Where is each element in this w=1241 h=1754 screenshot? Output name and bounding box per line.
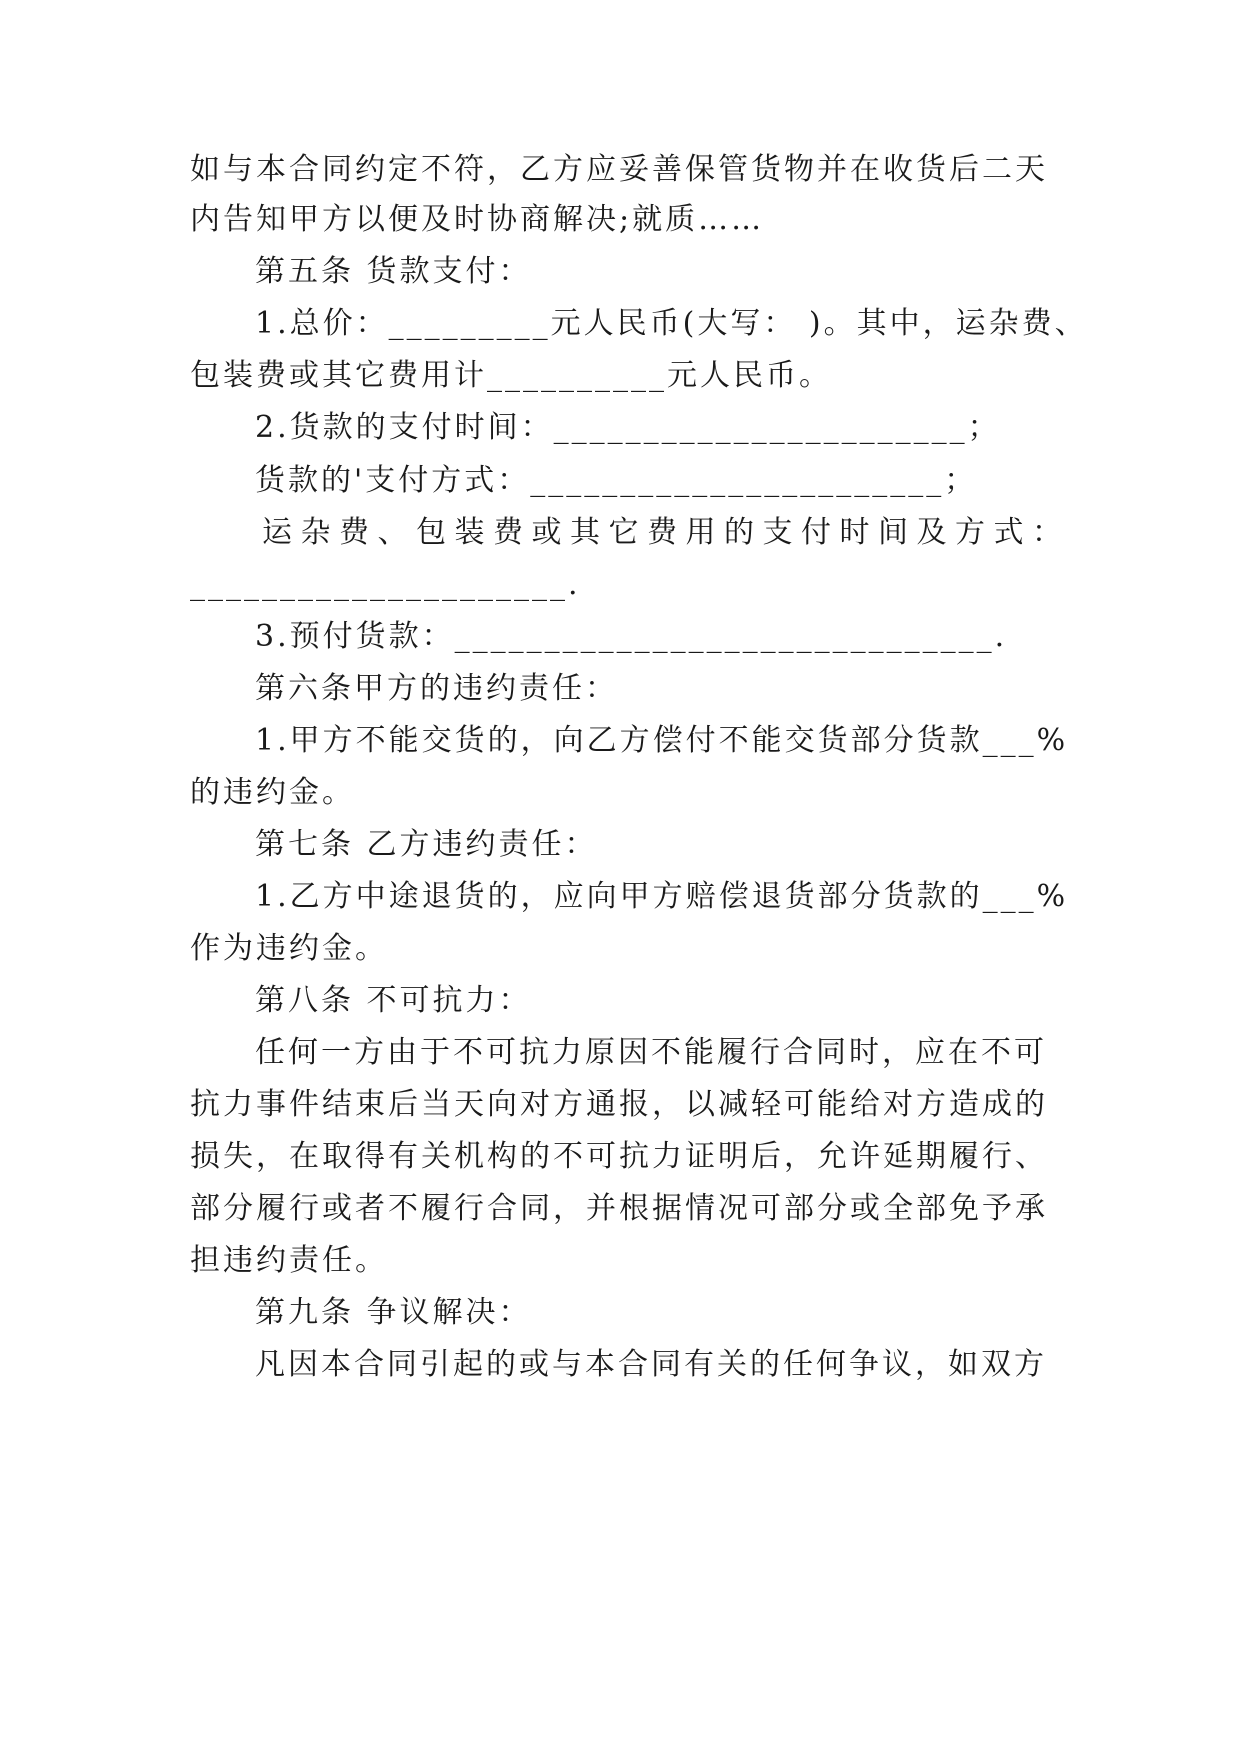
clause-5-3: 3.预付货款：______________________________.: [255, 619, 1008, 654]
body-text-line: 包装费或其它费用计__________元人民币。: [190, 358, 832, 393]
body-text-line: 任何一方由于不可抗力原因不能履行合同时，应在不可: [255, 1035, 1047, 1070]
clause-5-1: 1.总价：_________元人民币(大写： )。其中，运杂费、: [255, 306, 1088, 341]
body-text-line: 的违约金。: [190, 775, 355, 810]
section-heading-9: 第九条 争议解决：: [255, 1295, 532, 1330]
section-heading-5: 第五条 货款支付：: [255, 254, 532, 289]
body-text-line: 货款的'支付方式：_______________________；: [255, 463, 978, 498]
body-text-line: 担违约责任。: [190, 1243, 388, 1278]
body-text-line: 凡因本合同引起的或与本合同有关的任何争议，如双方: [255, 1347, 1047, 1382]
body-text-line: _____________________.: [190, 567, 581, 602]
clause-6-1: 1.甲方不能交货的，向乙方偿付不能交货部分货款___%: [255, 723, 1069, 758]
section-heading-7: 第七条 乙方违约责任：: [255, 827, 598, 862]
clause-7-1: 1.乙方中途退货的，应向甲方赔偿退货部分货款的___%: [255, 879, 1069, 914]
clause-5-2: 2.货款的支付时间：_______________________；: [255, 410, 1001, 445]
body-text-line: 内告知甲方以便及时协商解决;就质……: [190, 202, 765, 237]
body-text-line: 损失，在取得有关机构的不可抗力证明后，允许延期履行、: [190, 1139, 1048, 1174]
body-text-line: 作为违约金。: [190, 931, 388, 966]
section-heading-8: 第八条 不可抗力：: [255, 983, 532, 1018]
body-text-line: 部分履行或者不履行合同，并根据情况可部分或全部免予承: [190, 1191, 1048, 1226]
body-text-line: 抗力事件结束后当天向对方通报，以减轻可能给对方造成的: [190, 1087, 1048, 1122]
body-text-line: 运杂费、包装费或其它费用的支付时间及方式：: [262, 515, 1071, 550]
section-heading-6: 第六条甲方的违约责任：: [255, 671, 618, 706]
body-text-line: 如与本合同约定不符，乙方应妥善保管货物并在收货后二天: [190, 152, 1048, 187]
